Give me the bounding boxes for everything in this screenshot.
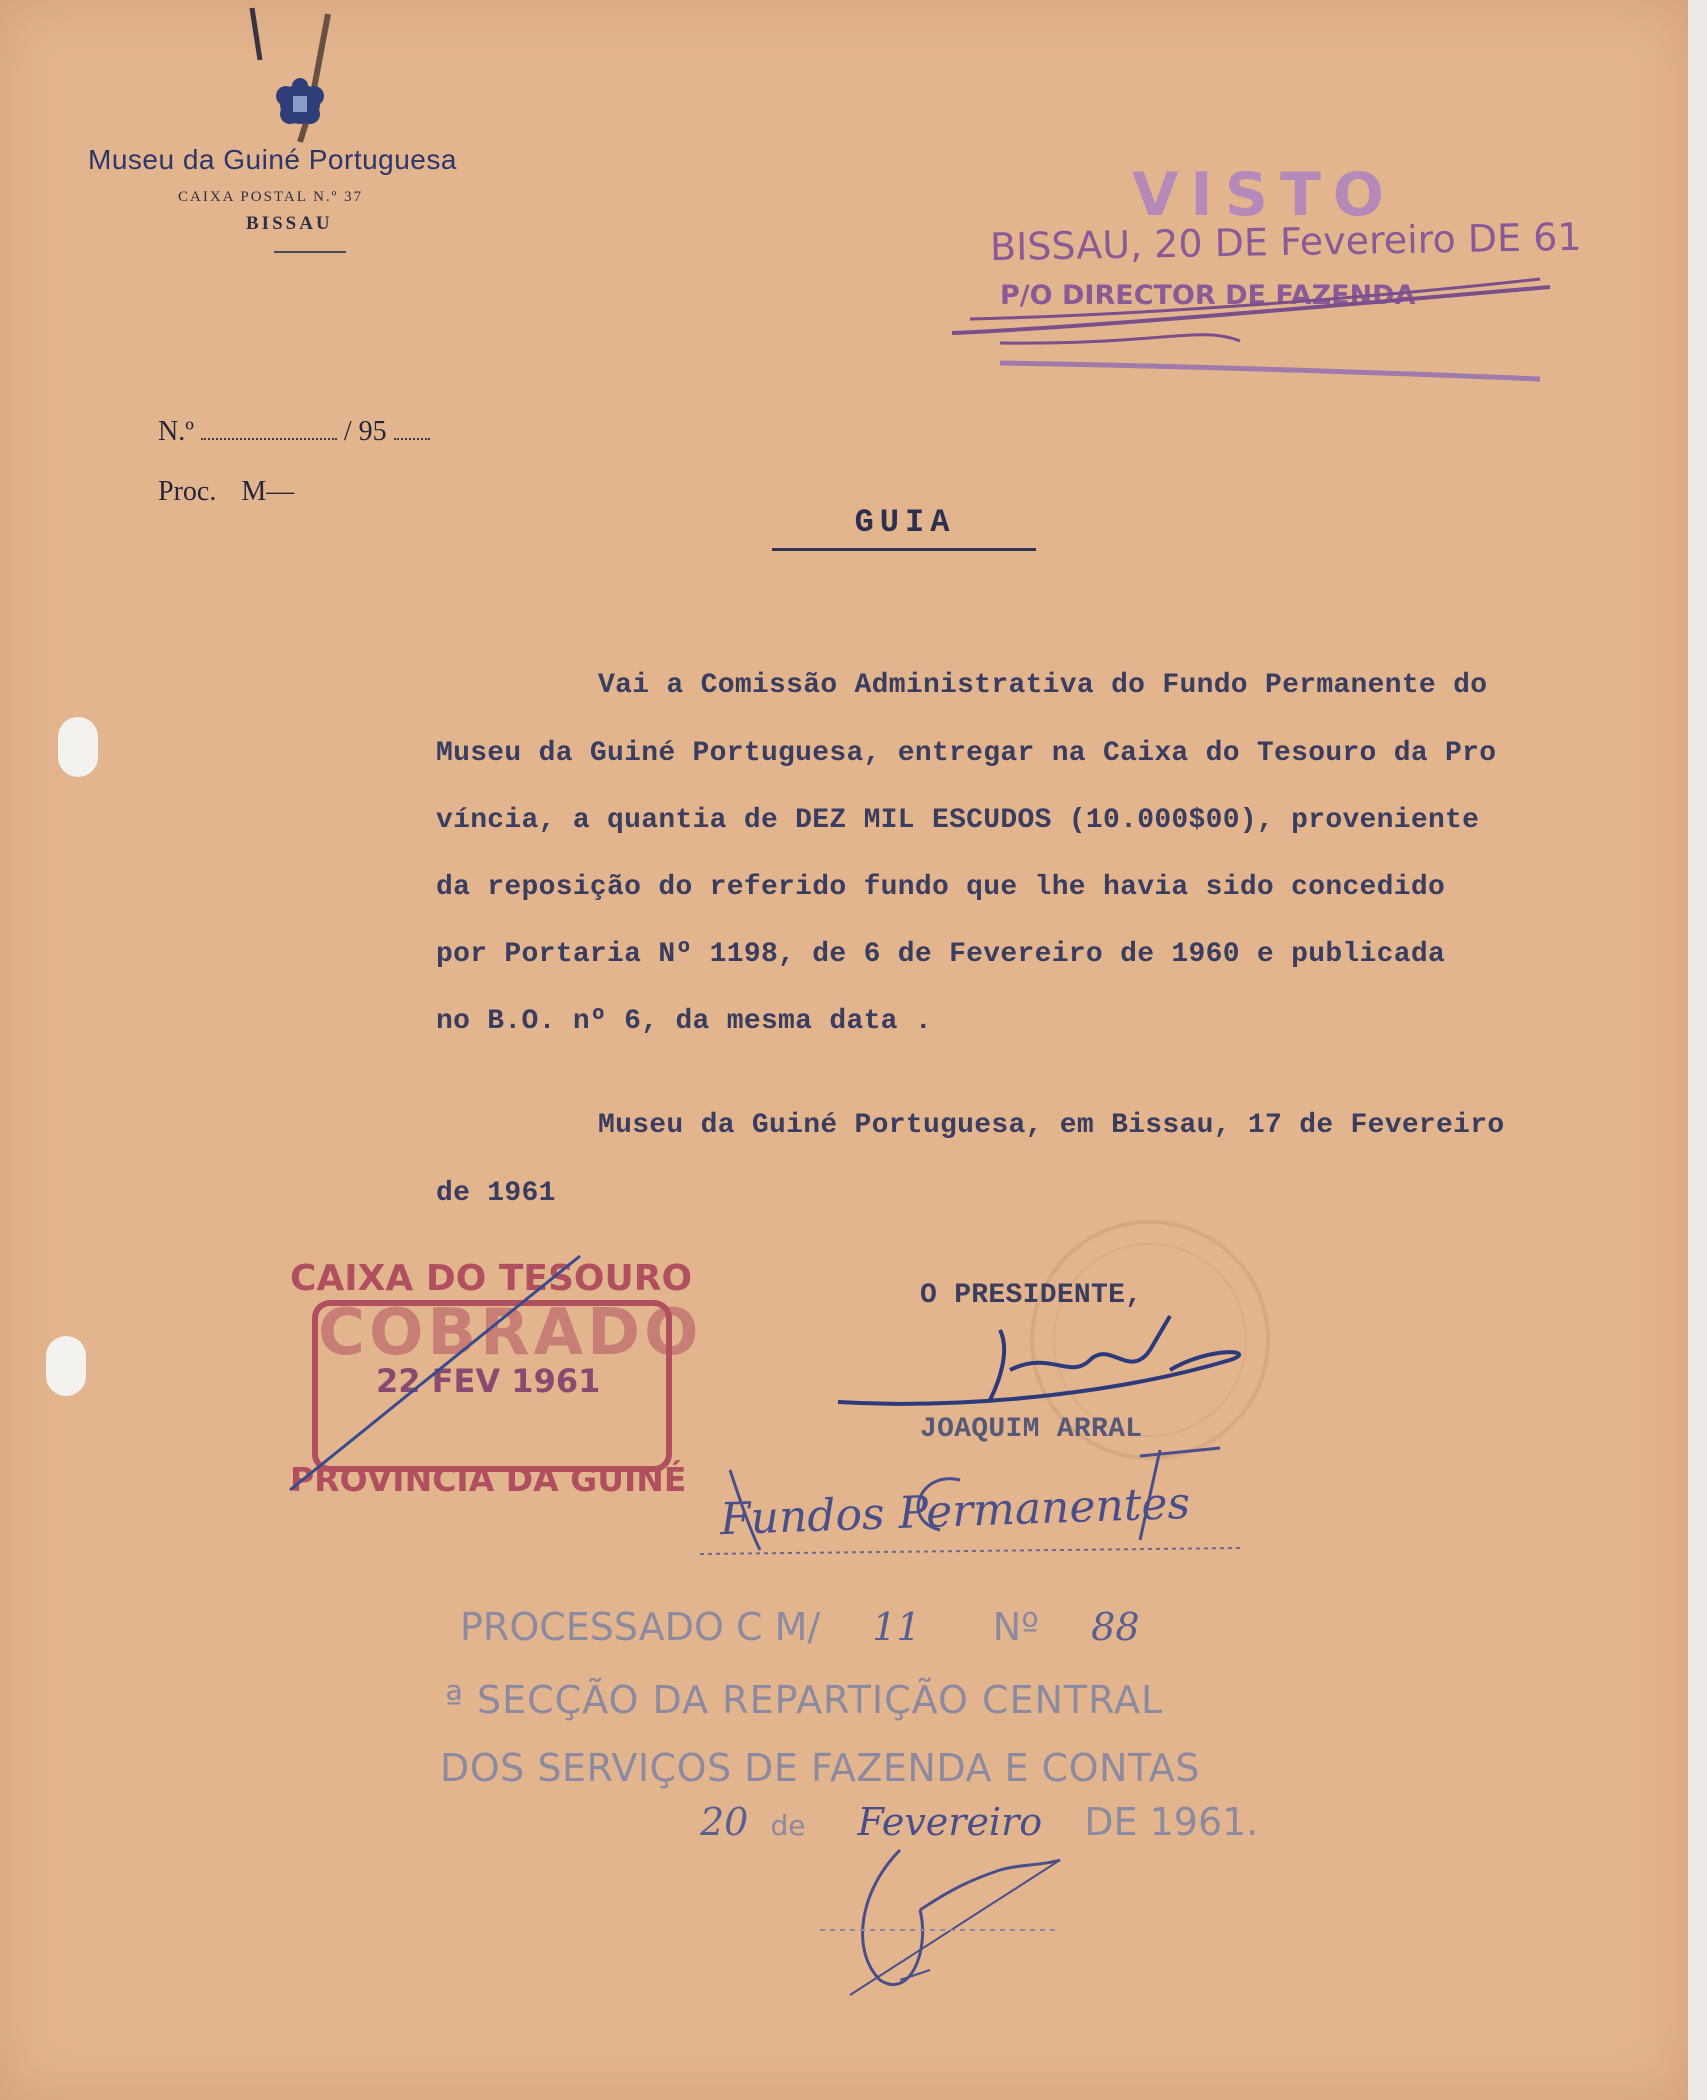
- processing-line-2: ª SECÇÃO DA REPARTIÇÃO CENTRAL: [445, 1678, 1164, 1722]
- body-line-1: Vai a Comissão Administrativa do Fundo Permanente do: [598, 670, 1488, 701]
- visto-title: VISTO: [1132, 160, 1396, 230]
- document-title: GUIA: [854, 504, 956, 541]
- reference-number: [158, 416, 430, 448]
- processing-signature: [820, 1830, 1140, 2000]
- proc-value: M—: [241, 476, 295, 507]
- body-line-2: Museu da Guiné Portuguesa, entregar na Caixa do Tesouro da Pro: [436, 738, 1497, 769]
- emblem-icon: [260, 74, 340, 134]
- treasury-stamp-word: COBRADO: [318, 1296, 703, 1370]
- treasury-stamp-date: 22 FEV 1961: [376, 1362, 601, 1400]
- punch-hole-bottom: [46, 1336, 86, 1396]
- punch-hole-top: [58, 717, 98, 777]
- process-reference: [158, 476, 294, 508]
- processing-year: DE 1961.: [1084, 1800, 1259, 1844]
- handwritten-note: Fundos Permanentes: [719, 1477, 1191, 1546]
- signatory-role: O PRESIDENTE,: [920, 1280, 1143, 1311]
- visto-signatory: P/O DIRECTOR DE FAZENDA: [1000, 280, 1416, 311]
- number-trailing-blank: [394, 426, 430, 440]
- body-line-5: por Portaria Nº 1198, de 6 de Fevereiro de 1960 e publicada: [436, 939, 1446, 970]
- number-label: N.º: [158, 416, 194, 447]
- closing-line-1: Museu da Guiné Portuguesa, em Bissau, 17 de Fevereiro: [598, 1110, 1505, 1141]
- processing-day: 20: [700, 1800, 749, 1844]
- visto-signature: [940, 255, 1560, 385]
- treasury-stamp-strike: [280, 1250, 600, 1500]
- processing-month: Fevereiro: [857, 1800, 1043, 1844]
- processing-m-value: 11: [872, 1605, 921, 1649]
- treasury-stamp-bottom: PROVINCIA DA GUINÉ: [290, 1460, 687, 1499]
- number-blank: [201, 426, 337, 440]
- visto-place-date: BISSAU, 20 DE Fevereiro DE 61: [989, 214, 1582, 270]
- treasury-stamp-top: CAIXA DO TESOURO: [290, 1258, 693, 1299]
- processing-prefix: PROCESSADO C M/: [460, 1605, 821, 1649]
- body-line-4: da reposição do referido fundo que lhe havia sido concedido: [436, 872, 1446, 903]
- proc-label: Proc.: [158, 476, 217, 507]
- letterhead-rule: [274, 251, 346, 253]
- body-line-3: víncia, a quantia de DEZ MIL ESCUDOS (10.000$00), proveniente: [436, 805, 1480, 836]
- processing-line-1: [460, 1605, 1140, 1649]
- body-line-6: no B.O. nº 6, da mesma data .: [436, 1006, 932, 1037]
- handwritten-note-flourish: [700, 1440, 1240, 1560]
- processing-line-3: DOS SERVIÇOS DE FAZENDA E CONTAS: [440, 1746, 1200, 1790]
- institution-name: Museu da Guiné Portuguesa: [88, 144, 457, 175]
- page-edge: [1688, 0, 1707, 2100]
- processing-de: de: [770, 1809, 806, 1842]
- signatory-name: JOAQUIM ARRAL: [920, 1414, 1143, 1445]
- processing-no-label: Nº: [992, 1605, 1040, 1649]
- city: BISSAU: [246, 213, 333, 234]
- number-suffix: / 95: [343, 416, 387, 447]
- postal-box: CAIXA POSTAL N.º 37: [178, 189, 364, 205]
- title-underline: [772, 548, 1036, 551]
- processing-no-value: 88: [1091, 1605, 1140, 1649]
- president-signature: [830, 1310, 1250, 1430]
- closing-line-2: de 1961: [436, 1178, 556, 1209]
